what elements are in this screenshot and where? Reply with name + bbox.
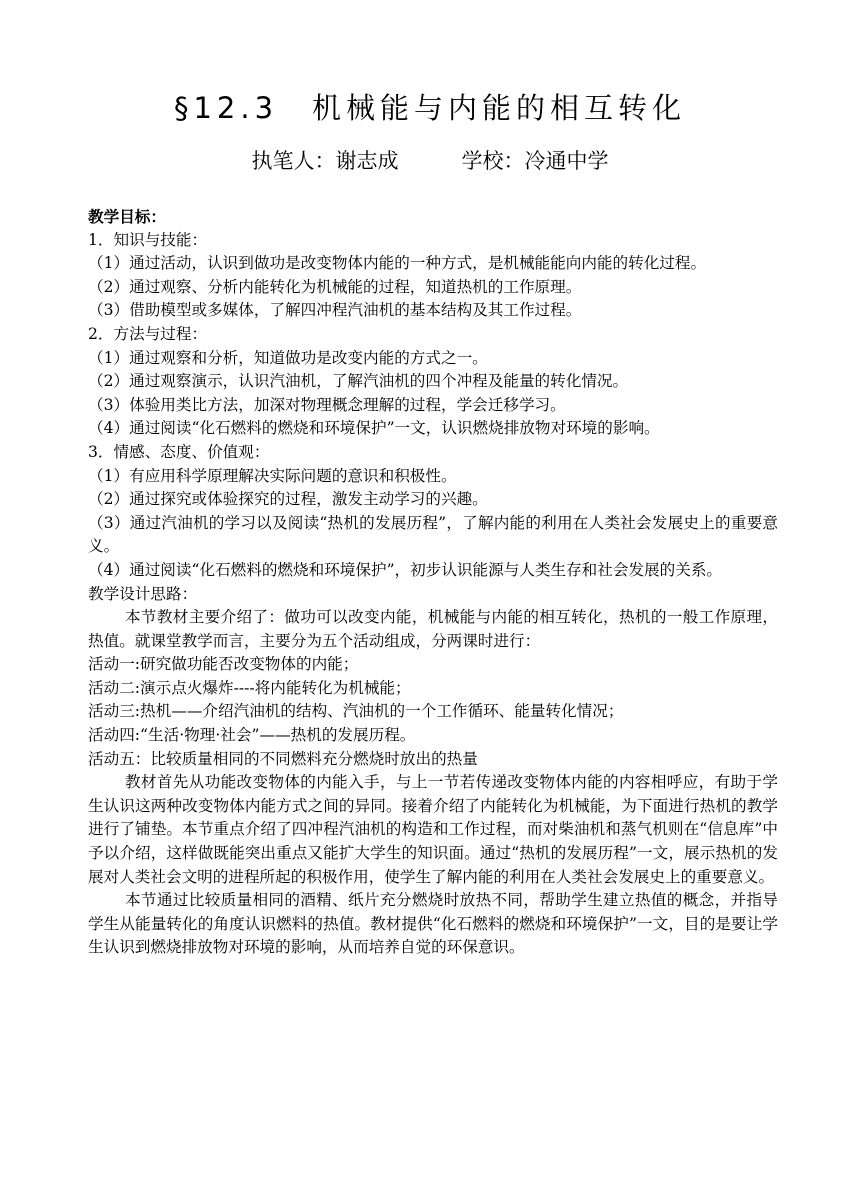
- list-item: （4）通过阅读“化石燃料的燃烧和环境保护”一文，认识燃烧排放物对环境的影响。: [88, 419, 660, 438]
- objectives-heading: 教学目标：: [88, 207, 166, 226]
- list-item: （2）通过探究或体验探究的过程，激发主动学习的兴趣。: [88, 490, 488, 509]
- activity-item: 活动二:演示点火爆炸----将内能转化为机械能；: [88, 678, 411, 697]
- list-item: （1）有应用科学原理解决实际问题的意识和积极性。: [88, 466, 457, 485]
- activity-item: 活动一:研究做功能否改变物体的内能；: [88, 655, 359, 674]
- document-title: §12.3 机械能与内能的相互转化: [173, 91, 687, 125]
- activity-item: 活动三:热机——介绍汽油机的结构、汽油机的一个工作循环、能量转化情况；: [88, 702, 624, 721]
- body-paragraph: 本节通过比较质量相同的酒精、纸片充分燃烧时放热不同，帮助学生建立热值的概念，并指导学生从能量转化的角度认识燃料的热值。教材提供“化石燃料的燃烧和环境保护”一文，目的是要让学生认识到燃烧排放物对环境的影响，从而培养自觉的环保意识。: [88, 891, 778, 957]
- list-item: （2）通过观察、分析内能转化为机械能的过程，知道热机的工作原理。: [88, 277, 582, 296]
- list-item: （2）通过观察演示，认识汽油机，了解汽油机的四个冲程及能量的转化情况。: [88, 372, 629, 391]
- document-body: [88, 205, 778, 960]
- section-title-attitude: 3．情感、态度、价值观：: [88, 442, 270, 461]
- list-item: （1）通过观察和分析，知道做功是改变内能的方式之一。: [88, 348, 488, 367]
- list-item: （1）通过活动，认识到做功是改变物体内能的一种方式，是机械能能向内能的转化过程。: [88, 254, 707, 273]
- design-heading: 教学设计思路：: [88, 584, 198, 603]
- list-item: （3）通过汽油机的学习以及阅读“热机的发展历程”，了解内能的利用在人类社会发展史上的重要意义。: [88, 513, 778, 556]
- list-item: （3）体验用类比方法，加深对物理概念理解的过程，学会迁移学习。: [88, 395, 566, 414]
- list-item: （4）通过阅读“化石燃料的燃烧和环境保护”，初步认识能源与人类生存和社会发展的关系。: [88, 560, 723, 579]
- activity-item: 活动四:“生活·物理·社会”——热机的发展历程。: [88, 726, 416, 745]
- body-paragraph: 教材首先从功能改变物体的内能入手，与上一节若传递改变物体内能的内容相呼应，有助于学生认识这两种改变物体内能方式之间的异同。接着介绍了内能转化为机械能，为下面进行热机的教学进行了铺垫。本节重点介绍了四冲程汽油机的构造和工作过程，而对柴油机和蒸气机则在“信息库”中予以介绍，这样做既能突出重点又能扩大学生的知识面。通过“热机的发展历程”一文，展示热机的发展对人类社会文明的进程所起的积极作用，使学生了解内能的利用在人类社会发展史上的重要意义。: [88, 773, 778, 886]
- author-school-line: 执笔人：谢志成 学校：冷通中学: [251, 149, 609, 173]
- section-title-knowledge: 1．知识与技能：: [88, 230, 208, 249]
- activity-item: 活动五：比较质量相同的不同燃料充分燃烧时放出的热量: [88, 749, 478, 768]
- design-intro-paragraph: 本节教材主要介绍了：做功可以改变内能，机械能与内能的相互转化，热机的一般工作原理，热值。就课堂教学而言，主要分为五个活动组成，分两课时进行：: [88, 608, 778, 650]
- section-title-method: 2．方法与过程：: [88, 324, 208, 343]
- list-item: （3）借助模型或多媒体，了解四冲程汽油机的基本结构及其工作过程。: [88, 301, 582, 320]
